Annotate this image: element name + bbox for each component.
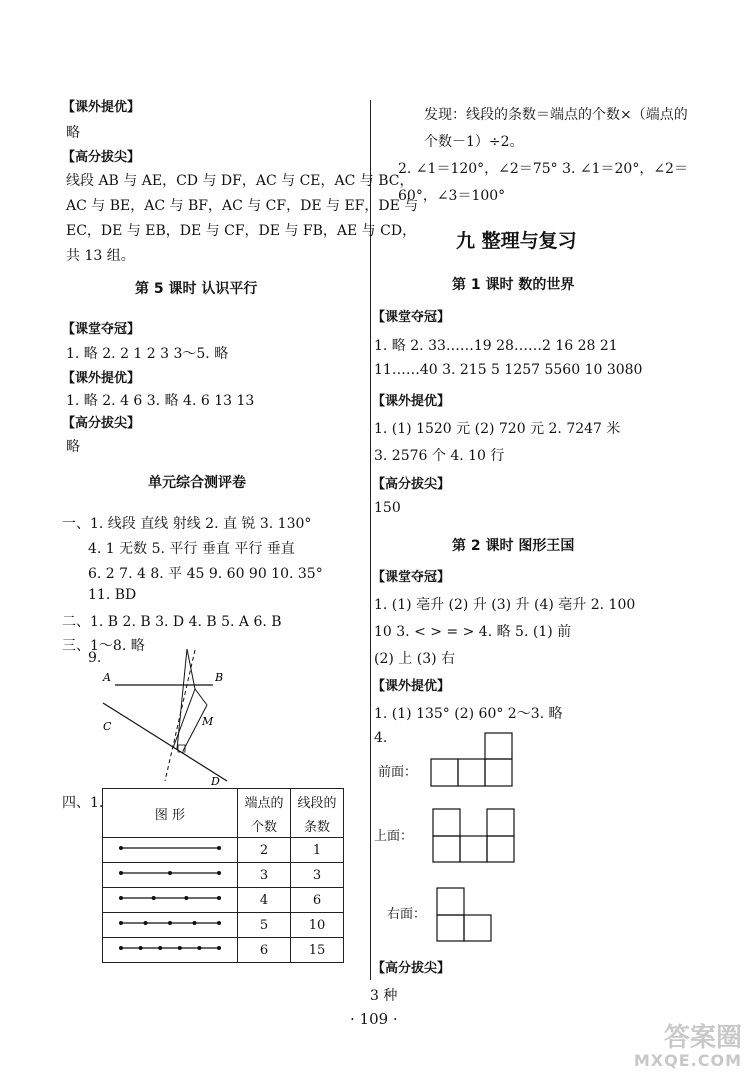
- heading-kewai: 【课外提优】: [62, 371, 141, 386]
- page-number: · 109 ·: [350, 1010, 398, 1028]
- segments-cell: 15: [291, 938, 344, 963]
- answer-line: 二、1. B 2. B 3. D 4. B 5. A 6. B: [62, 614, 282, 630]
- heading-gaofen: 【高分拔尖】: [372, 961, 451, 976]
- answer-line: 60°，∠3＝100°: [398, 188, 506, 204]
- heading-kewai: 【课外提优】: [372, 394, 451, 409]
- label-d: D: [211, 775, 220, 788]
- segment-endpoint: [119, 846, 123, 850]
- view-label-right: 右面：: [387, 907, 427, 922]
- top-view-grid: [432, 808, 516, 864]
- watermark-logo: 答案圈: [663, 1022, 742, 1053]
- segment-endpoint: [119, 871, 123, 875]
- heading-gaofen: 【高分拔尖】: [62, 416, 141, 431]
- answer-line: 四、1.: [62, 795, 104, 811]
- answer-line: 三、1～8. 略: [62, 638, 145, 654]
- table-header: 端点的: [238, 789, 291, 814]
- points-cell: 3: [238, 863, 291, 888]
- points-cell: 5: [238, 913, 291, 938]
- table-header: 线段的: [291, 789, 344, 814]
- answer-text: 3 种: [370, 988, 398, 1004]
- answer-text: 150: [374, 500, 401, 516]
- segments-cell: 3: [291, 863, 344, 888]
- segment-endpoint: [217, 896, 221, 900]
- segment-table: [102, 788, 344, 963]
- segment-endpoint: [168, 921, 172, 925]
- answer-line: 1. 略 2. 2 1 2 3 3～5. 略: [66, 346, 229, 362]
- label-m: M: [202, 715, 214, 728]
- answer-line: 1. 略 2. 4 6 3. 略 4. 6 13 13: [66, 393, 255, 409]
- segment-figure: [103, 916, 237, 930]
- answer-line: EC，DE 与 EB，DE 与 CF，DE 与 FB，AE 与 CD，: [66, 223, 417, 239]
- answer-line: 发现：线段的条数＝端点的个数×（端点的: [424, 107, 688, 123]
- view-label-front: 前面：: [378, 765, 418, 780]
- segment-endpoint: [217, 946, 221, 950]
- answer-line: 4.: [374, 730, 388, 746]
- heading-ketang: 【课堂夺冠】: [62, 322, 141, 337]
- answer-line: AC 与 BE，AC 与 BF，AC 与 CF，DE 与 EF，DE 与: [66, 198, 419, 214]
- table-row: [103, 838, 344, 863]
- answer-line: 2. ∠1＝120°，∠2＝75° 3. ∠1＝20°，∠2＝: [398, 161, 688, 177]
- answer-line: (2) 上 (3) 右: [374, 651, 456, 667]
- segment-figure: [103, 941, 237, 955]
- answer-line: 4. 1 无数 5. 平行 垂直 平行 垂直: [88, 541, 295, 557]
- segment-endpoint: [139, 946, 143, 950]
- right-view-grid: [436, 887, 494, 943]
- answer-line: 1. (1) 亳升 (2) 升 (3) 升 (4) 亳升 2. 100: [374, 597, 636, 613]
- segment-figure: [103, 841, 237, 855]
- answer-line: 9.: [88, 650, 102, 666]
- geometry-figure: [95, 645, 245, 790]
- lesson-title: 第 5 课时 认识平行: [135, 281, 258, 297]
- table-header: 个数: [238, 813, 291, 838]
- answer-line: 3. 2576 个 4. 10 行: [374, 448, 505, 464]
- lesson-title: 第 1 课时 数的世界: [452, 277, 575, 293]
- points-cell: 4: [238, 888, 291, 913]
- heading-ketang: 【课堂夺冠】: [372, 570, 451, 585]
- segment-endpoint: [193, 921, 197, 925]
- answer-text: 略: [66, 439, 80, 455]
- label-a: A: [103, 671, 111, 684]
- label-c: C: [103, 720, 112, 733]
- unit-test-title: 单元综合测评卷: [148, 475, 246, 491]
- segment-endpoint: [217, 871, 221, 875]
- heading-gaofen: 【高分拔尖】: [62, 150, 141, 165]
- answer-line: 11……40 3. 215 5 1257 5560 10 3080: [374, 362, 643, 378]
- view-label-top: 上面：: [374, 829, 414, 844]
- segments-cell: 10: [291, 913, 344, 938]
- label-b: B: [215, 671, 224, 684]
- segment-endpoint: [197, 946, 201, 950]
- points-cell: 6: [238, 938, 291, 963]
- watermark-url: MXQE.COM: [633, 1051, 742, 1071]
- answer-text: 略: [66, 125, 80, 141]
- table-row: [103, 938, 344, 963]
- answer-line: 6. 2 7. 4 8. 平 45 9. 60 90 10. 35°: [88, 566, 323, 582]
- front-view-grid: [430, 732, 514, 788]
- table-header: 图 形: [103, 789, 238, 838]
- segments-cell: 1: [291, 838, 344, 863]
- answer-line: 共 13 组。: [66, 248, 135, 264]
- chapter-title: 九 整理与复习: [456, 230, 577, 252]
- segments-cell: 6: [291, 888, 344, 913]
- segment-endpoint: [168, 871, 172, 875]
- segment-endpoint: [119, 896, 123, 900]
- heading-gaofen: 【高分拔尖】: [372, 477, 451, 492]
- segment-endpoint: [119, 946, 123, 950]
- heading-kewai: 【课外提优】: [62, 100, 141, 115]
- segment-endpoint: [217, 846, 221, 850]
- heading-ketang: 【课堂夺冠】: [372, 310, 451, 325]
- segment-endpoint: [217, 921, 221, 925]
- answer-line: 1. 略 2. 33……19 28……2 16 28 21: [374, 338, 618, 354]
- answer-line: 个数－1）÷2。: [424, 134, 524, 150]
- heading-kewai: 【课外提优】: [372, 679, 451, 694]
- answer-line: 11. BD: [88, 587, 137, 603]
- segment-endpoint: [158, 946, 162, 950]
- answer-line: 1. (1) 135° (2) 60° 2～3. 略: [374, 706, 563, 722]
- segment-endpoint: [152, 896, 156, 900]
- answer-line: 1. (1) 1520 元 (2) 720 元 2. 7247 米: [374, 421, 621, 437]
- answer-line: 一、1. 线段 直线 射线 2. 直 锐 3. 130°: [62, 516, 312, 532]
- segment-endpoint: [144, 921, 148, 925]
- table-row: [103, 913, 344, 938]
- segment-figure: [103, 866, 237, 880]
- table-row: [103, 888, 344, 913]
- table-header: 条数: [291, 813, 344, 838]
- answer-line: 线段 AB 与 AE，CD 与 DF，AC 与 CE，AC 与 BC，: [66, 173, 414, 189]
- answer-line: 10 3. < > = > 4. 略 5. (1) 前: [374, 624, 572, 640]
- table-row: [103, 863, 344, 888]
- watermark: [634, 1024, 742, 1070]
- segment-figure: [103, 891, 237, 905]
- points-cell: 2: [238, 838, 291, 863]
- lesson-title: 第 2 课时 图形王国: [452, 538, 575, 554]
- segment-endpoint: [178, 946, 182, 950]
- segment-endpoint: [119, 921, 123, 925]
- segment-endpoint: [184, 896, 188, 900]
